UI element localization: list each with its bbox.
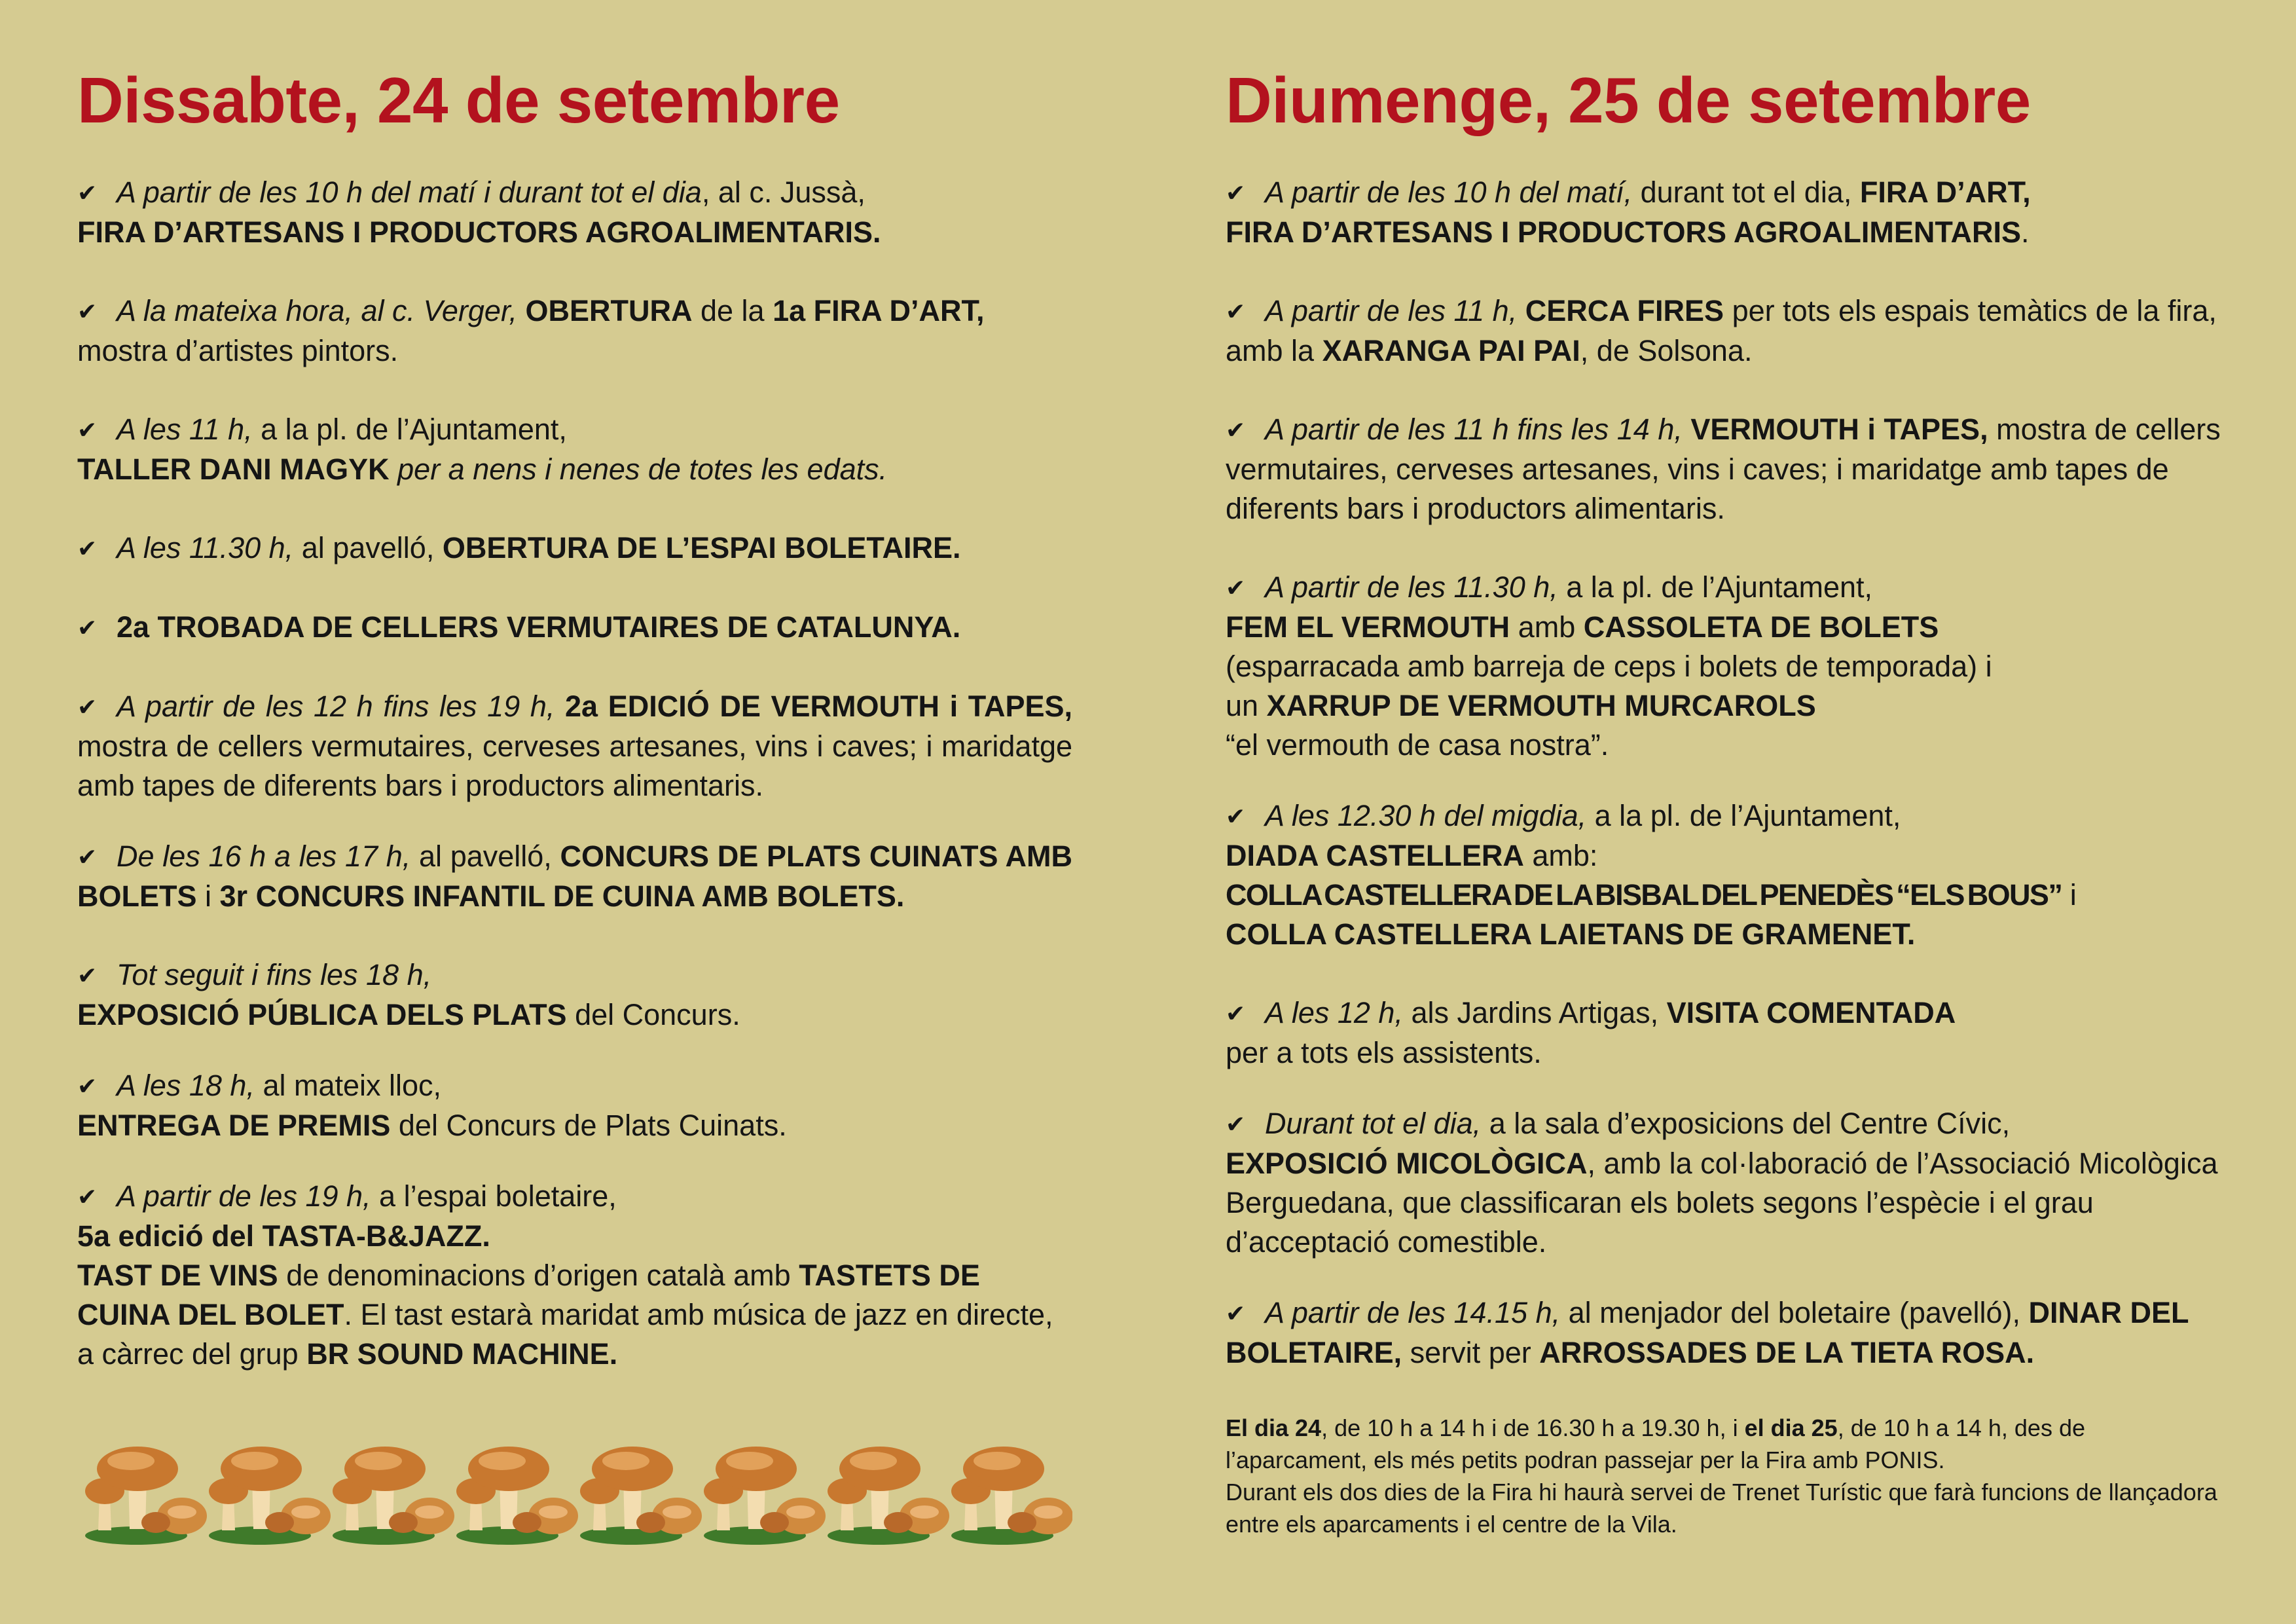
saturday-entry-8: ✔ Tot seguit i fins les 18 h, EXPOSICIÓ PÚBLICA DELS PLATS del Concurs. [77,955,1072,1035]
sunday-entry-1: ✔ A partir de les 10 h del matí, durant tot el dia, FIRA D’ART, FIRA D’ARTESANS I PRODUCTORS AGROALIMENTARIS. [1226,173,2224,252]
mushroom-icon [85,1447,207,1545]
info-note: El dia 24, de 10 h a 14 h i de 16.30 h a 19.30 h, i el dia 25, de 10 h a 14 h, des de l’aparcament, els més petits podran passejar per la Fira amb PONIS. Durant els dos dies de la Fira hi haurà servei de Trenet Turístic que farà funcions de llançadora entre els aparcaments i el centre de la Vila. [1226,1414,2217,1538]
checkmark-icon: ✔ [1226,1000,1246,1027]
sunday-entry-2: ✔ A partir de les 11 h, CERCA FIRES per tots els espais temàtics de la fira, amb la XARANGA PAI PAI, de Solsona. [1226,291,2224,371]
checkmark-icon: ✔ [77,298,98,325]
saturday-entry-9: ✔ A les 18 h, al mateix lloc, ENTREGA DE PREMIS del Concurs de Plats Cuinats. [77,1066,1072,1145]
sunday-entry-7: ✔ Durant tot el dia, a la sala d’exposicions del Centre Cívic, EXPOSICIÓ MICOLÒGICA, amb la col·laboració de l’Associació Micològica Berguedana, que classificaran els bolets segons l’espècie i el grau d’acceptació comestible. [1226,1104,2224,1262]
mushroom-icon [456,1447,578,1545]
mushroom-icon [209,1447,331,1545]
mushroom-icon [580,1447,702,1545]
checkmark-icon: ✔ [77,179,98,206]
saturday-entry-1: ✔ A partir de les 10 h del matí i durant tot el dia, al c. Jussà, FIRA D’ARTESANS I PRODUCTORS AGROALIMENTARIS. [77,173,1072,252]
checkmark-icon: ✔ [77,614,98,641]
checkmark-icon: ✔ [1226,416,1246,443]
checkmark-icon: ✔ [77,962,98,989]
saturday-entry-3: ✔ A les 11 h, a la pl. de l’Ajuntament, TALLER DANI MAGYK per a nens i nenes de totes les edats. [77,410,1072,489]
sunday-entry-8: ✔ A partir de les 14.15 h, al menjador del boletaire (pavelló), DINAR DEL BOLETAIRE, servit per ARROSSADES DE LA TIETA ROSA. [1226,1293,2224,1373]
sunday-entry-4: ✔ A partir de les 11.30 h, a la pl. de l’Ajuntament, FEM EL VERMOUTH amb CASSOLETA DE BOLETS (esparracada amb barreja de ceps i bolets de temporada) i un XARRUP DE VERMOUTH MURCAROLS “el vermouth de casa nostra”. [1226,568,2224,765]
checkmark-icon: ✔ [77,843,98,870]
saturday-entry-10: ✔ A partir de les 19 h, a l’espai boletaire, 5a edició del TASTA-B&JAZZ. TAST DE VINS de denominacions d’origen català amb TASTETS DE CUINA DEL BOLET. El tast estarà maridat amb música de jazz en directe, a càrrec del grup BR SOUND MACHINE. [77,1177,1072,1374]
mushroom-icon [704,1447,826,1545]
mushroom-icon [333,1447,454,1545]
checkmark-icon: ✔ [77,535,98,562]
checkmark-icon: ✔ [1226,1300,1246,1327]
sunday-entry-3: ✔ A partir de les 11 h fins les 14 h, VERMOUTH i TAPES, mostra de cellers vermutaires, cerveses artesanes, vins i caves; i maridatge amb tapes de diferents bars i productors alimentaris. [1226,410,2224,528]
saturday-column [77,58,1072,1413]
saturday-entry-5: ✔ 2a TROBADA DE CELLERS VERMUTAIRES DE CATALUNYA. [77,608,1072,648]
sunday-entry-5: ✔ A les 12.30 h del migdia, a la pl. de l’Ajuntament, DIADA CASTELLERA amb: COLLA CASTELLERA DE LA BISBAL DEL PENEDÈS “ELS BOUS” i COLLA CASTELLERA LAIETANS DE GRAMENET. [1226,796,2224,954]
saturday-entry-2: ✔ A la mateixa hora, al c. Verger, OBERTURA de la 1a FIRA D’ART, mostra d’artistes pintors. [77,291,1072,371]
checkmark-icon: ✔ [77,1183,98,1210]
saturday-entry-6: ✔ A partir de les 12 h fins les 19 h, 2a EDICIÓ DE VERMOUTH i TAPES, mostra de cellers vermutaires, cerveses artesanes, vins i caves; i maridatge amb tapes de diferents bars i productors alimentaris. [77,687,1072,805]
checkmark-icon: ✔ [1226,1111,1246,1137]
mushroom-icon [951,1447,1072,1545]
mushroom-icon [828,1447,949,1545]
mushroom-decoration-row [84,1431,1072,1549]
checkmark-icon: ✔ [1226,298,1246,325]
sunday-entry-6: ✔ A les 12 h, als Jardins Artigas, VISITA COMENTADA per a tots els assistents. [1226,993,2224,1073]
saturday-title: Dissabte, 24 de setembre [77,64,840,136]
checkmark-icon: ✔ [77,1073,98,1099]
checkmark-icon: ✔ [77,416,98,443]
saturday-entry-4: ✔ A les 11.30 h, al pavelló, OBERTURA DE L’ESPAI BOLETAIRE. [77,528,1072,568]
sunday-column [1226,58,2224,1540]
saturday-entry-7: ✔ De les 16 h a les 17 h, al pavelló, CONCURS DE PLATS CUINATS AMB BOLETS i 3r CONCURS INFANTIL DE CUINA AMB BOLETS. [77,837,1072,916]
checkmark-icon: ✔ [1226,574,1246,601]
checkmark-icon: ✔ [77,693,98,720]
sunday-title: Diumenge, 25 de setembre [1226,64,2031,136]
checkmark-icon: ✔ [1226,803,1246,830]
checkmark-icon: ✔ [1226,179,1246,206]
